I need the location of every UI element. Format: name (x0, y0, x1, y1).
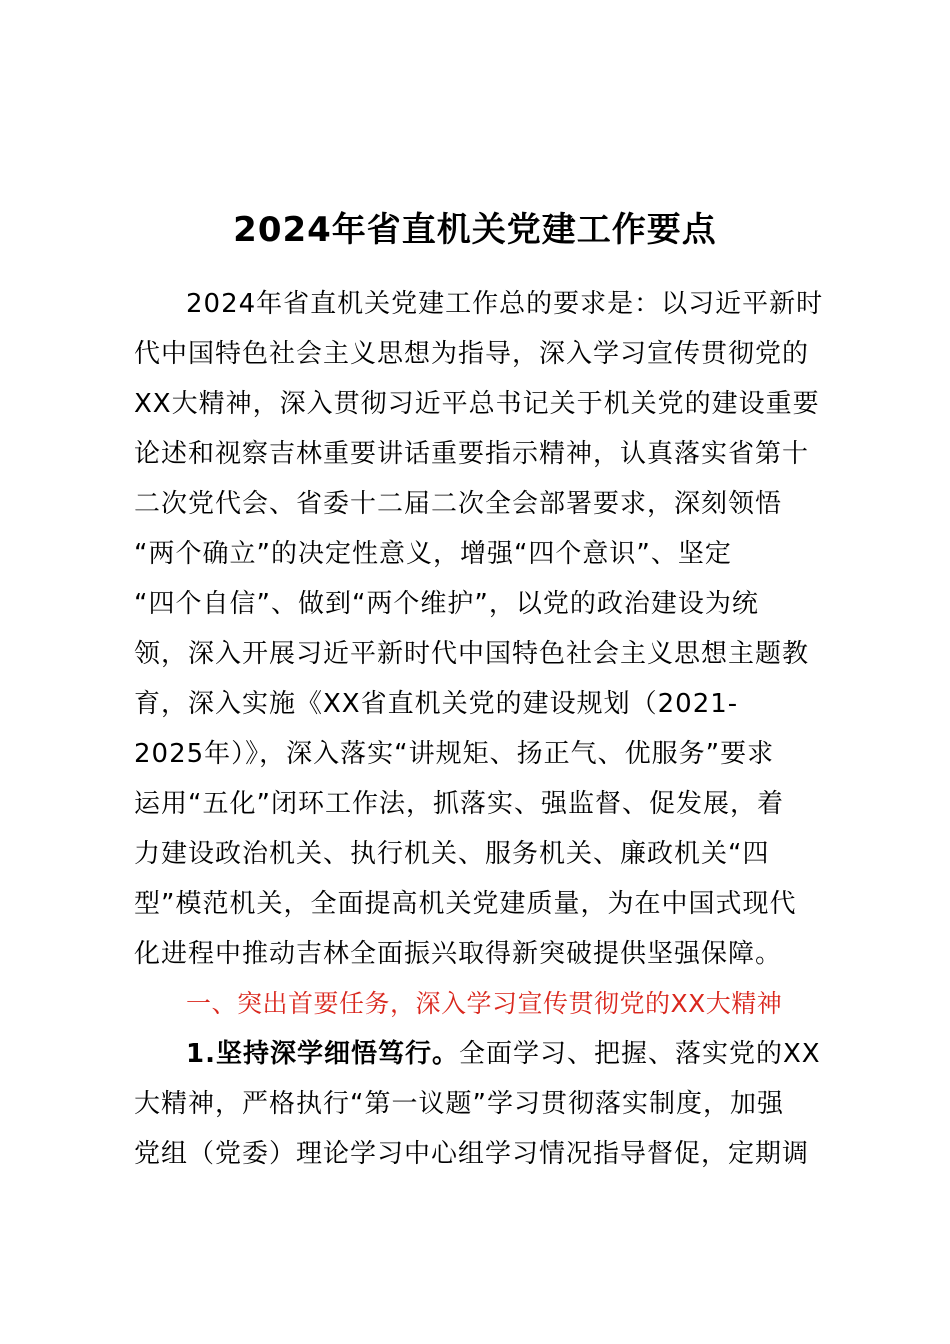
paragraph-line: 大精神，严格执行“第一议题”学习贯彻落实制度，加强 (134, 1089, 784, 1119)
item-first-line-text: 全面学习、把握、落实党的XX (458, 1039, 821, 1069)
paragraph-line: “四个自信”、做到“两个维护”，以党的政治建设为统 (134, 589, 759, 619)
paragraph-line: 运用“五化”闭环工作法，抓落实、强监督、促发展，着 (134, 789, 784, 819)
item-paragraph (134, 1029, 846, 1179)
paragraph-line: 领，深入开展习近平新时代中国特色社会主义思想主题教 (134, 639, 810, 669)
paragraph-line: 2025年）》，深入落实“讲规矩、扬正气、优服务”要求 (134, 739, 775, 769)
paragraph-line: 育，深入实施《XX省直机关党的建设规划（2021- (134, 689, 739, 719)
paragraph-line: “两个确立”的决定性意义，增强“四个意识”、坚定 (134, 539, 732, 569)
document-title: 2024年省直机关党建工作要点 (233, 210, 717, 250)
paragraph-line: 化进程中推动吉林全面振兴取得新突破提供坚强保障。 (134, 939, 783, 969)
section-heading: 一、突出首要任务，深入学习宣传贯彻党的XX大精神 (186, 989, 783, 1018)
paragraph-line: 二次党代会、省委十二届二次全会部署要求，深刻领悟 (134, 489, 783, 519)
paragraph-line: 力建设政治机关、执行机关、服务机关、廉政机关“四 (134, 839, 770, 869)
paragraph-line (134, 1029, 846, 1079)
paragraph-line: 党组（党委）理论学习中心组学习情况指导督促，定期调 (134, 1139, 810, 1169)
paragraph-line: 代中国特色社会主义思想为指导，深入学习宣传贯彻党的 (134, 339, 810, 369)
intro-paragraph (134, 279, 846, 979)
paragraph-line: 论述和视察吉林重要讲话重要指示精神，认真落实省第十 (134, 439, 810, 469)
paragraph-line: 型”模范机关，全面提高机关党建质量，为在中国式现代 (134, 889, 797, 919)
item-lead: 1.坚持深学细悟笃行。 (186, 1039, 459, 1069)
paragraph-line: 2024年省直机关党建工作总的要求是：以习近平新时 (186, 289, 824, 319)
paragraph-line: XX大精神，深入贯彻习近平总书记关于机关党的建设重要 (134, 389, 820, 419)
